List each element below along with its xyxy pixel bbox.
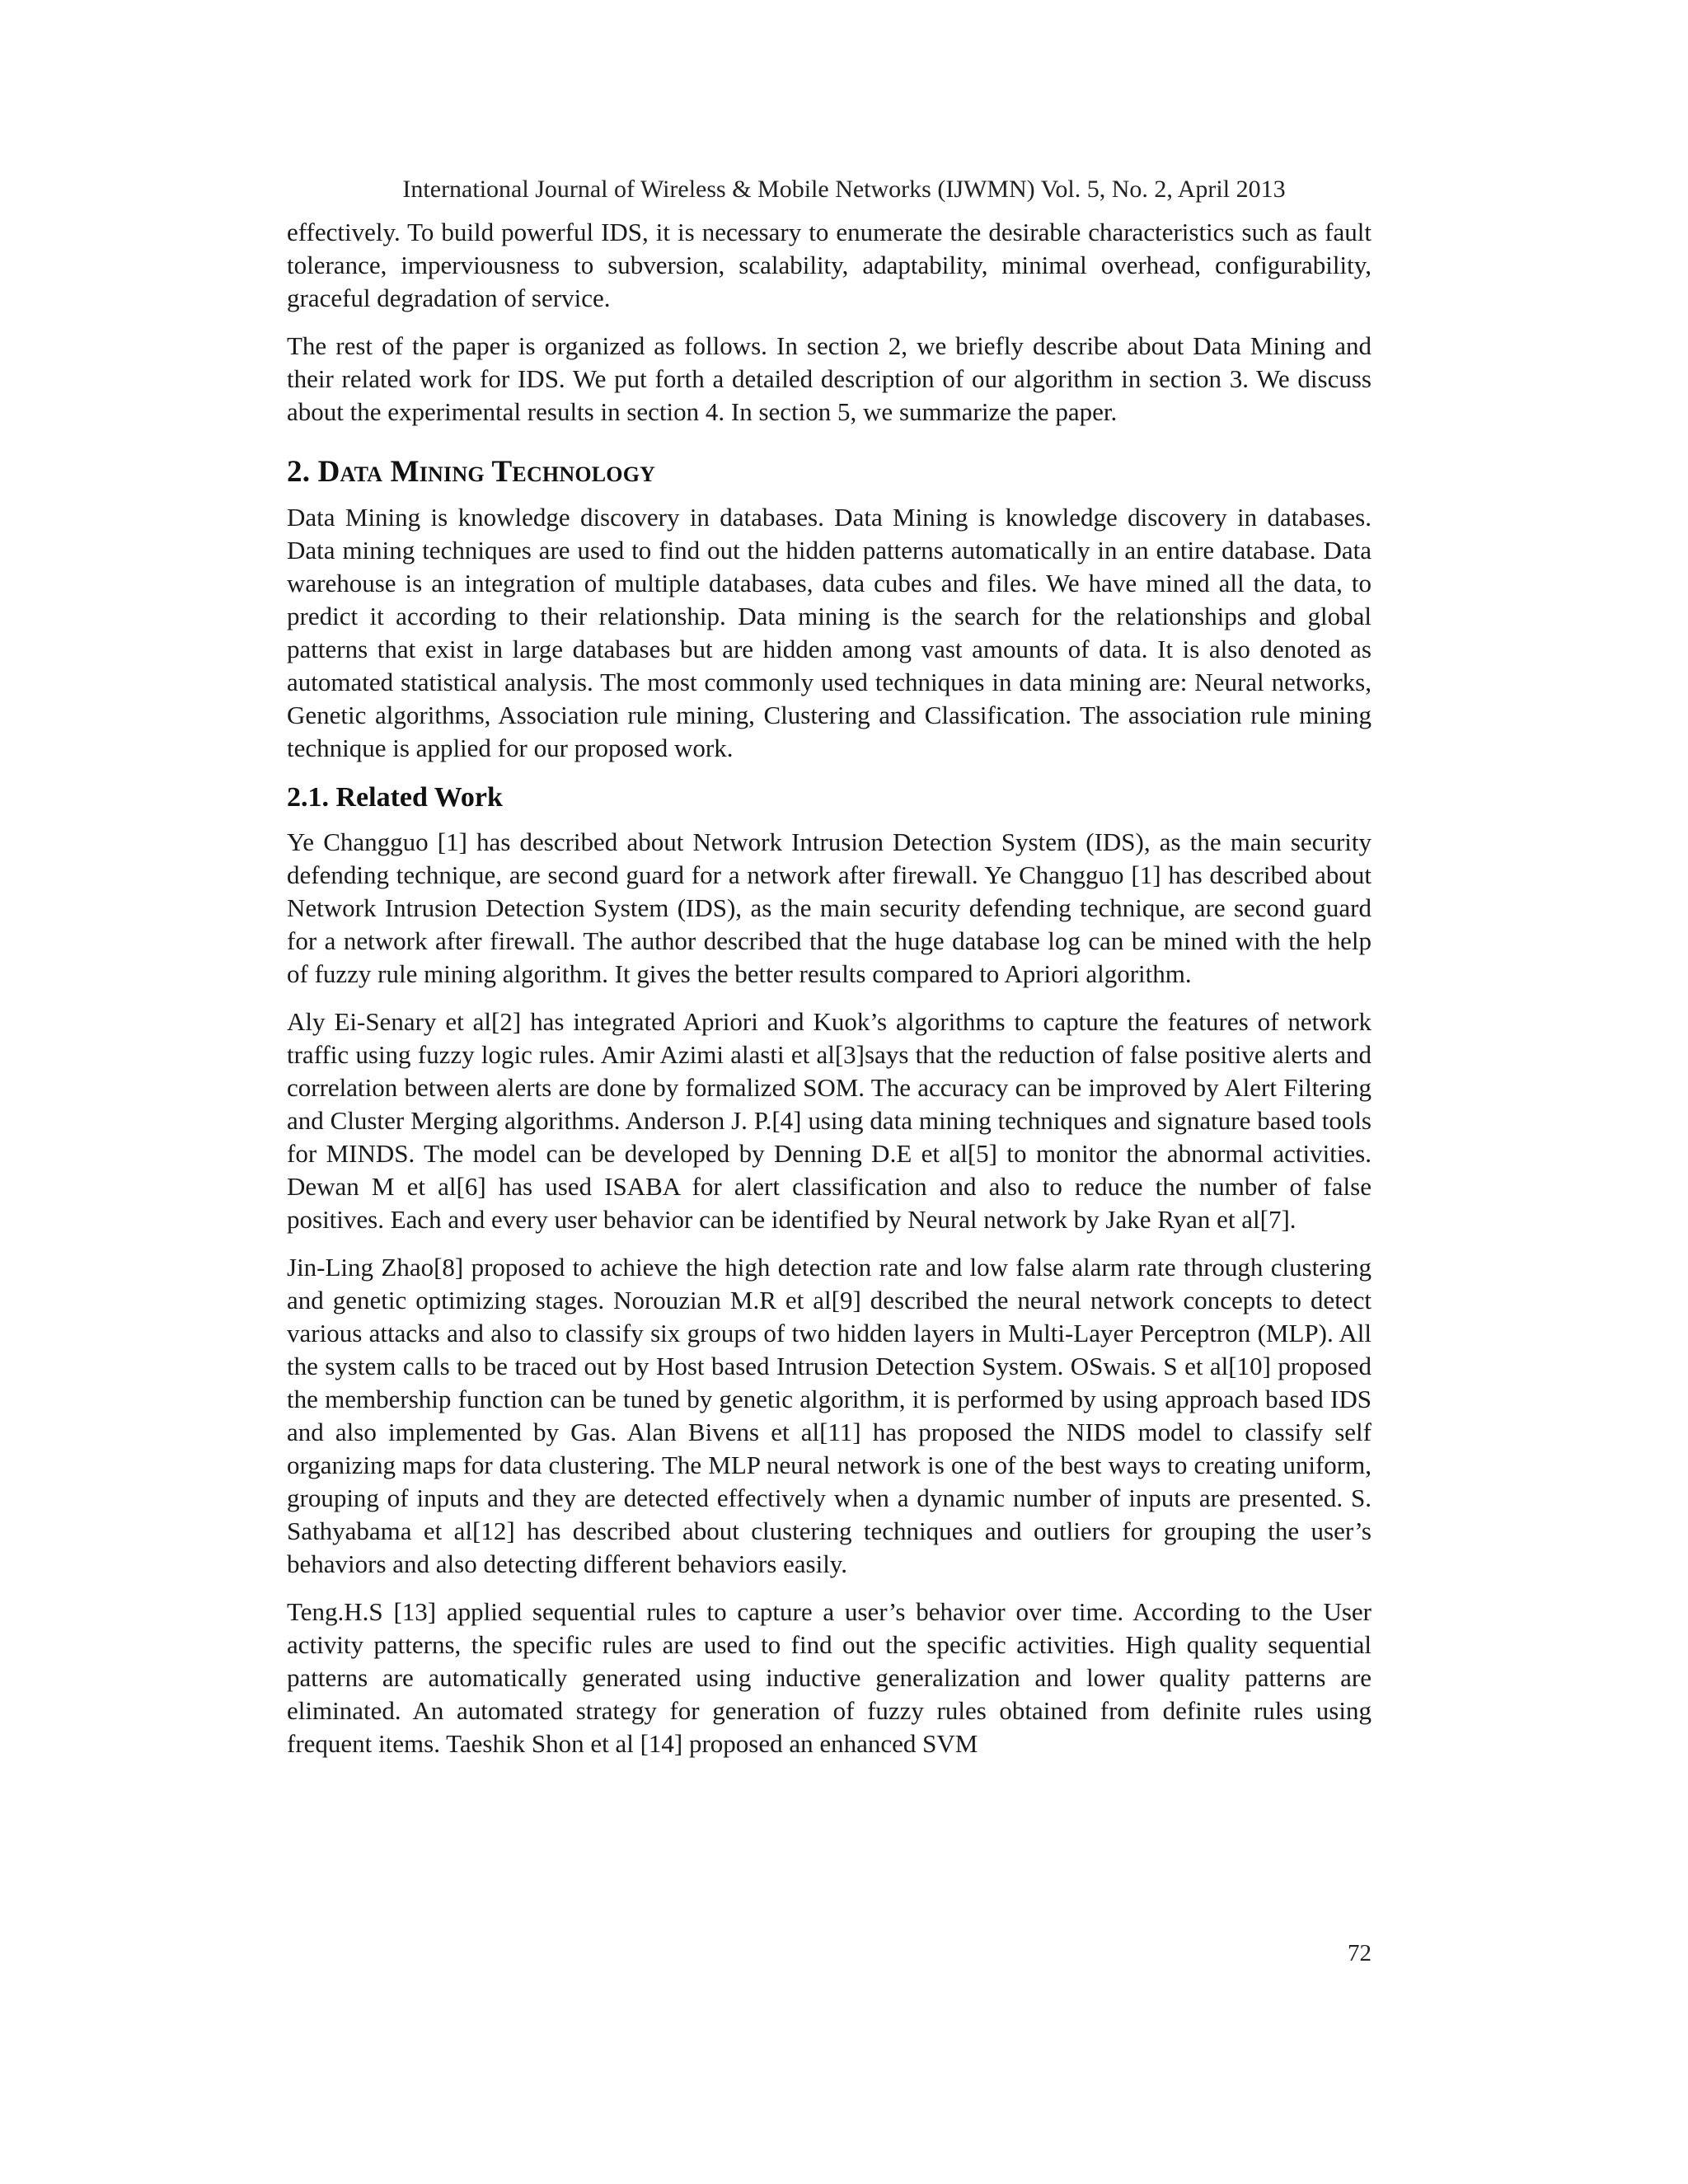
section-heading-text: 2. Data Mining Technology [287, 455, 656, 489]
paragraph: Jin-Ling Zhao[8] proposed to achieve the high detection rate and low false alarm rate through clustering and genetic optimizing stages. Norouzian M.R et al[9] described the neural network concepts to detect various attacks and also to classify six groups of two hidden layers in Multi-Layer Perceptron (MLP). All the system calls to be traced out by Host based Intrusion Detection System. OSwais. S et al[10] proposed the membership function can be tuned by genetic algorithm, it is performed by using approach based IDS and also implemented by Gas. Alan Bivens et al[11] has proposed the NIDS model to classify self organizing maps for data clustering. The MLP neural network is one of the best ways to creating uniform, grouping of inputs and they are detected effectively when a dynamic number of inputs are presented. S. Sathyabama et al[12] has described about clustering techniques and outliers for grouping the user’s behaviors and also detecting different behaviors easily. [287, 1253, 1372, 1578]
paragraph: The rest of the paper is organized as follows. In section 2, we briefly describe about Data Mining and their related work for IDS. We put forth a detailed description of our algorithm in section 3. We discuss about the experimental results in section 4. In section 5, we summarize the paper. [287, 331, 1372, 426]
section-heading [287, 453, 1372, 491]
body-column [287, 216, 1372, 1775]
page-number: 72 [1348, 1940, 1372, 1966]
paragraph: Teng.H.S [13] applied sequential rules to capture a user’s behavior over time. According to the User activity patterns, the specific rules are used to find out the specific activities. High quality sequential patterns are automatically generated using inductive generalization and lower quality patterns are eliminated. An automated strategy for generation of fuzzy rules obtained from definite rules using frequent items. Taeshik Shon et al [14] proposed an enhanced SVM [287, 1597, 1372, 1758]
running-head: International Journal of Wireless & Mobile Networks (IJWMN) Vol. 5, No. 2, April 2013 [402, 176, 1286, 203]
paragraph: Ye Changguo [1] has described about Network Intrusion Detection System (IDS), as the main security defending technique, are second guard for a network after firewall. Ye Changguo [1] has described about Network Intrusion Detection System (IDS), as the main security defending technique, are second guard for a network after firewall. The author described that the huge database log can be mined with the help of fuzzy rule mining algorithm. It gives the better results compared to Apriori algorithm. [287, 827, 1372, 988]
paragraph: effectively. To build powerful IDS, it is necessary to enumerate the desirable characteristics such as fault tolerance, imperviousness to subversion, scalability, adaptability, minimal overhead, configurability, graceful degradation of service. [287, 218, 1372, 312]
paragraph: Data Mining is knowledge discovery in databases. Data Mining is knowledge discovery in databases. Data mining techniques are used to find out the hidden patterns automatically in an entire database. Data warehouse is an integration of multiple databases, data cubes and files. We have mined all the data, to predict it according to their relationship. Data mining is the search for the relationships and global patterns that exist in large databases but are hidden among vast amounts of data. It is also denoted as automated statistical analysis. The most commonly used techniques in data mining are: Neural networks, Genetic algorithms, Association rule mining, Clustering and Classification. The association rule mining technique is applied for our proposed work. [287, 503, 1372, 762]
paragraph: Aly Ei-Senary et al[2] has integrated Apriori and Kuok’s algorithms to capture the features of network traffic using fuzzy logic rules. Amir Azimi alasti et al[3]says that the reduction of false positive alerts and correlation between alerts are done by formalized SOM. The accuracy can be improved by Alert Filtering and Cluster Merging algorithms. Anderson J. P.[4] using data mining techniques and signature based tools for MINDS. The model can be developed by Denning D.E et al[5] to monitor the abnormal activities. Dewan M et al[6] has used ISABA for alert classification and also to reduce the number of false positives. Each and every user behavior can be identified by Neural network by Jake Ryan et al[7]. [287, 1007, 1372, 1234]
subsection-heading: 2.1. Related Work [287, 782, 503, 813]
